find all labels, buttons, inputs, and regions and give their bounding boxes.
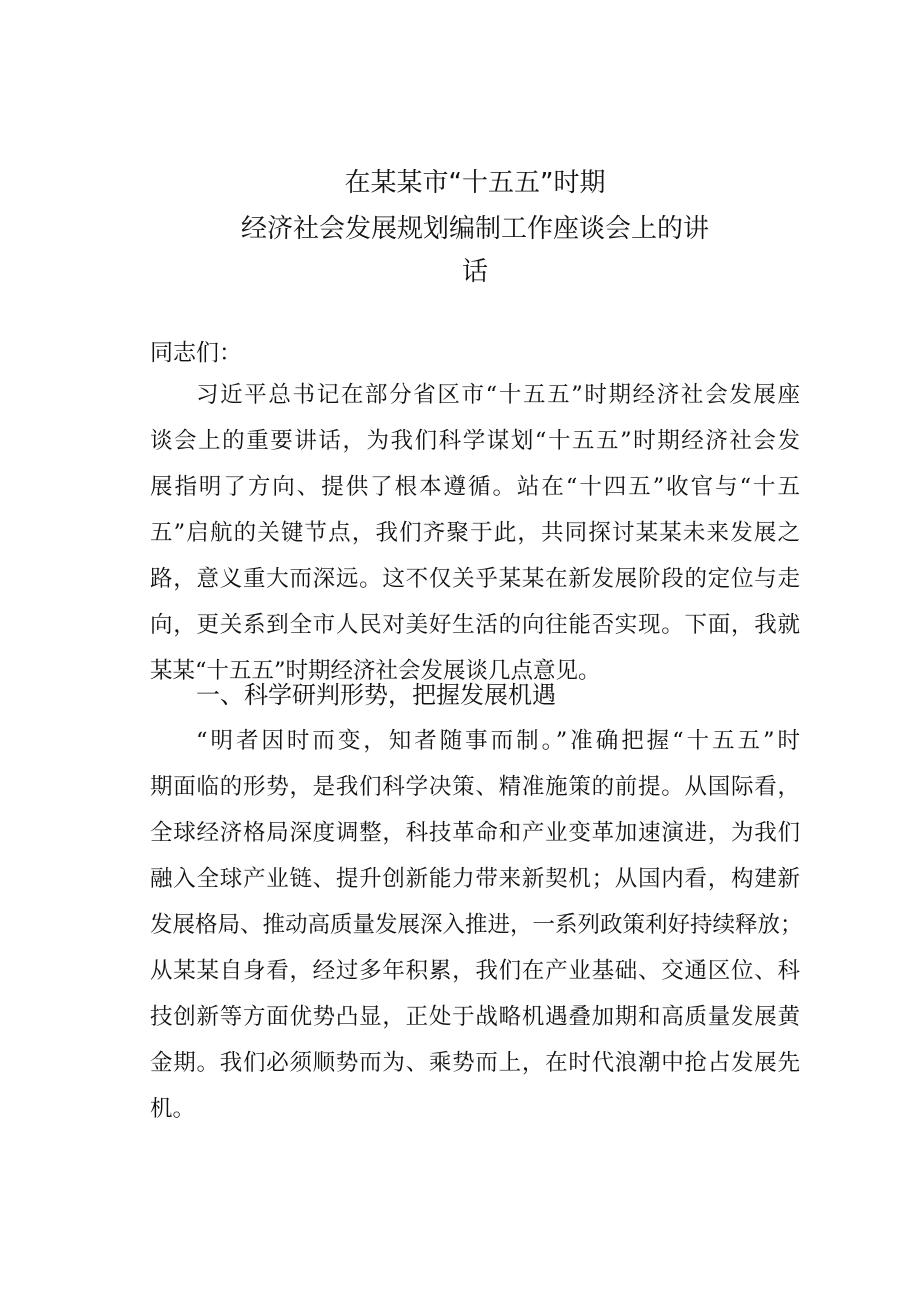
- title-line-3: 话: [461, 257, 488, 287]
- title-line-2: 经济社会发展规划编制工作座谈会上的讲: [240, 214, 709, 244]
- title-line-1: 在某某市“十五五”时期: [344, 168, 606, 198]
- paragraph-line: 期面临的形势，是我们科学决策、精准施策的前提。从国际看，: [150, 774, 800, 800]
- paragraph-line: 金期。我们必须顺势而为、乘势而上，在时代浪潮中抢占发展先: [150, 1050, 800, 1076]
- paragraph-line: 从某某自身看，经过多年积累，我们在产业基础、交通区位、科: [150, 958, 800, 984]
- paragraph-line: 路，意义重大而深远。这不仅关乎某某在新发展阶段的定位与走: [150, 566, 800, 592]
- paragraph-line: “明者因时而变，知者随事而制。”准确把握“十五五”时: [196, 728, 800, 754]
- paragraph-line: 发展格局、推动高质量发展深入推进，一系列政策利好持续释放；: [150, 912, 803, 938]
- paragraph-line: 某某“十五五”时期经济社会发展谈几点意见。: [150, 658, 601, 684]
- paragraph-line: 五”启航的关键节点，我们齐聚于此，共同探讨某某未来发展之: [150, 520, 800, 546]
- paragraph-line: 全球经济格局深度调整，科技革命和产业变革加速演进，为我们: [150, 820, 800, 846]
- paragraph-section-1: [150, 718, 803, 1132]
- salutation: 同志们：: [150, 340, 242, 366]
- paragraph-intro: [150, 372, 800, 694]
- paragraph-line: 展指明了方向、提供了根本遵循。站在“十四五”收官与“十五: [150, 474, 800, 500]
- paragraph-line: 融入全球产业链、提升创新能力带来新契机；从国内看，构建新: [150, 866, 800, 892]
- paragraph-line: 谈会上的重要讲话，为我们科学谋划“十五五”时期经济社会发: [150, 428, 800, 454]
- section-heading: 一、科学研判形势，把握发展机遇: [196, 681, 556, 709]
- paragraph-line: 技创新等方面优势凸显，正处于战略机遇叠加期和高质量发展黄: [150, 1004, 800, 1030]
- paragraph-line: 习近平总书记在部分省区市“十五五”时期经济社会发展座: [196, 382, 800, 408]
- paragraph-line: 向，更关系到全市人民对美好生活的向往能否实现。下面，我就: [150, 612, 800, 638]
- paragraph-line: 机。: [150, 1096, 196, 1122]
